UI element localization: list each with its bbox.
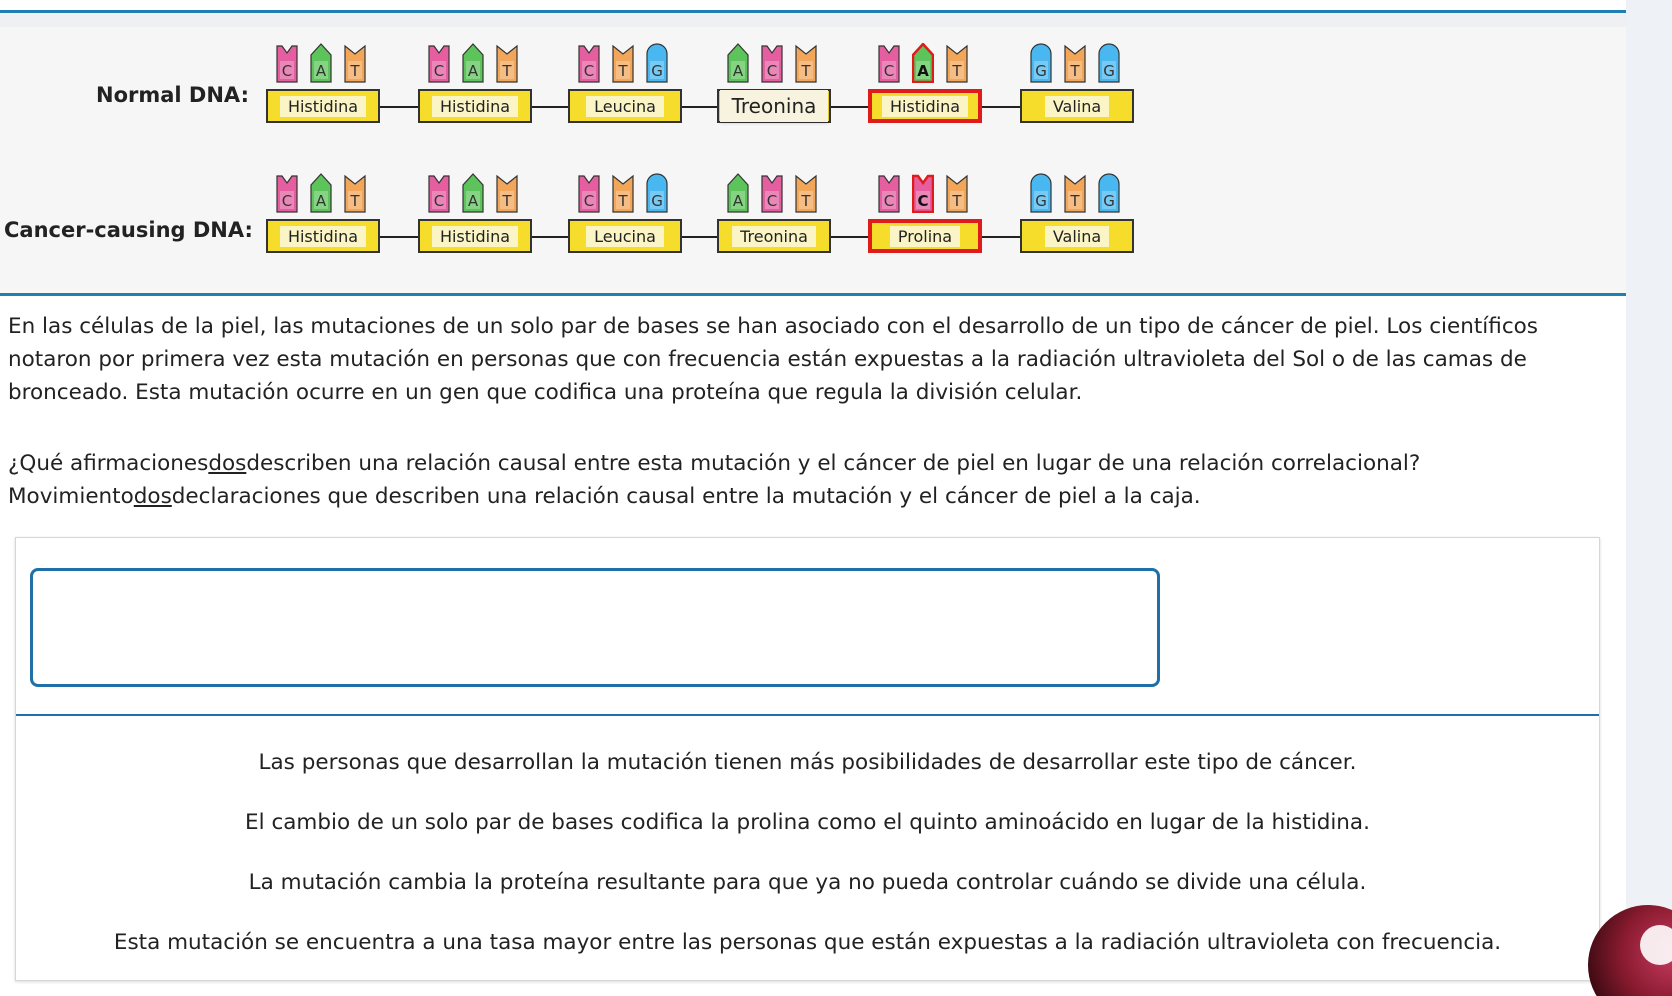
amino-acid-label: Leucina <box>586 96 664 117</box>
question-text <box>8 447 1618 513</box>
base-letter: G <box>1035 62 1047 80</box>
amino-acid-box <box>418 219 532 253</box>
base-letter: C <box>281 192 293 210</box>
strand-connector <box>380 106 418 108</box>
base-g-icon <box>1098 173 1120 213</box>
strand-connector <box>532 106 568 108</box>
cancer-dna-label: Cancer-causing DNA: <box>4 218 253 242</box>
amino-acid-label: Valina <box>1045 96 1109 117</box>
base-letter: C <box>917 192 929 210</box>
base-letter: C <box>433 62 445 80</box>
base-c-icon <box>878 173 900 213</box>
amino-acid-box <box>868 219 982 253</box>
answer-drop-box[interactable] <box>30 568 1160 687</box>
option-3[interactable]: La mutación cambia la proteína resultante para que ya no pueda controlar cuándo se divide una célula. <box>248 870 1367 895</box>
base-t-icon <box>612 173 634 213</box>
base-letter: G <box>1035 192 1047 210</box>
base-t-icon <box>1064 43 1086 83</box>
base-c-icon <box>578 173 600 213</box>
amino-acid-label: Histidina <box>882 96 968 117</box>
base-letter: C <box>766 62 778 80</box>
amino-acid-box <box>568 219 682 253</box>
base-c-icon <box>428 43 450 83</box>
base-letter: C <box>883 62 895 80</box>
amino-acid-label: Prolina <box>890 226 960 247</box>
strand-connector <box>682 106 717 108</box>
dna-figure <box>0 27 1626 293</box>
amino-acid-label: Leucina <box>586 226 664 247</box>
base-c-icon <box>878 43 900 83</box>
strand-connector <box>982 106 1020 108</box>
base-c-icon <box>761 43 783 83</box>
base-letter: G <box>651 192 663 210</box>
base-letter: C <box>583 62 595 80</box>
base-letter: A <box>732 192 744 210</box>
base-letter: T <box>1070 192 1080 210</box>
base-letter: T <box>502 192 512 210</box>
base-letter: C <box>883 192 895 210</box>
option-4[interactable]: Esta mutación se encuentra a una tasa mayor entre las personas que están expuestas a la radiación ultravioleta con frecuencia. <box>113 930 1502 955</box>
base-letter: T <box>952 62 962 80</box>
amino-acid-box <box>1020 89 1134 123</box>
header-bar <box>0 13 1626 27</box>
strand-connector <box>831 106 868 108</box>
base-letter: A <box>467 192 479 210</box>
base-g-icon <box>1030 173 1052 213</box>
amino-acid-box <box>717 89 831 123</box>
strand-connector <box>982 236 1020 238</box>
amino-acid-label: Histidina <box>280 96 366 117</box>
base-a-icon <box>727 43 749 83</box>
question-line-2: Movimientodosdeclaraciones que describen una relación causal entre la mutación y el cáncer de piel a la caja. <box>8 484 1201 509</box>
amino-acid-label: Histidina <box>432 226 518 247</box>
strand-connector <box>682 236 717 238</box>
base-letter: C <box>583 192 595 210</box>
amino-acid-box <box>868 89 982 123</box>
base-letter: A <box>732 62 744 80</box>
base-t-icon <box>612 43 634 83</box>
amino-acid-label: Histidina <box>432 96 518 117</box>
base-letter: T <box>801 62 811 80</box>
base-c-icon <box>912 173 934 213</box>
strand-connector <box>532 236 568 238</box>
option-1[interactable]: Las personas que desarrollan la mutación tienen más posibilidades de desarrollar este tipo de cáncer. <box>258 750 1357 775</box>
base-letter: G <box>651 62 663 80</box>
strand-connector <box>380 236 418 238</box>
base-a-icon <box>462 43 484 83</box>
base-a-icon <box>310 43 332 83</box>
base-a-icon <box>727 173 749 213</box>
base-c-icon <box>276 173 298 213</box>
amino-acid-box <box>418 89 532 123</box>
orb-highlight <box>1640 925 1672 965</box>
base-t-icon <box>795 43 817 83</box>
base-t-icon <box>795 173 817 213</box>
base-t-icon <box>344 173 366 213</box>
base-t-icon <box>946 173 968 213</box>
amino-acid-box <box>717 219 831 253</box>
base-letter: A <box>917 62 929 80</box>
base-t-icon <box>946 43 968 83</box>
base-g-icon <box>1098 43 1120 83</box>
base-c-icon <box>578 43 600 83</box>
base-g-icon <box>1030 43 1052 83</box>
base-letter: C <box>433 192 445 210</box>
option-2[interactable]: El cambio de un solo par de bases codifica la prolina como el quinto aminoácido en lugar de la histidina. <box>245 810 1370 835</box>
amino-acid-box <box>1020 219 1134 253</box>
base-t-icon <box>1064 173 1086 213</box>
scrollbar-track[interactable] <box>1626 0 1672 996</box>
base-t-icon <box>496 43 518 83</box>
base-letter: A <box>467 62 479 80</box>
amino-acid-box <box>568 89 682 123</box>
base-letter: T <box>952 192 962 210</box>
base-letter: A <box>315 62 327 80</box>
answer-panel <box>15 537 1600 981</box>
passage-text: En las células de la piel, las mutaciones de un solo par de bases se han asociado con el desarrollo de un tipo de cáncer de piel. Los científicos notaron por primera vez esta mutación en personas que con frecuencia están expuestas a la radiación ultravioleta del Sol o de las camas de bronceado. Esta mutación ocurre en un gen que codifica una proteína que regula la división celular. <box>8 314 1538 405</box>
base-letter: T <box>618 62 628 80</box>
figure-divider <box>0 293 1626 296</box>
normal-dna-label: Normal DNA: <box>96 83 249 107</box>
base-letter: A <box>315 192 327 210</box>
strand-connector <box>831 236 868 238</box>
base-a-icon <box>912 43 934 83</box>
amino-acid-box <box>266 219 380 253</box>
base-c-icon <box>761 173 783 213</box>
amino-acid-label: Treonina <box>732 226 816 247</box>
base-letter: C <box>281 62 293 80</box>
question-line-1: ¿Qué afirmacionesdosdescriben una relación causal entre esta mutación y el cáncer de piel en lugar de una relación correlacional? <box>8 451 1421 476</box>
base-letter: T <box>350 62 360 80</box>
amino-acid-label: Valina <box>1045 226 1109 247</box>
base-letter: T <box>502 62 512 80</box>
base-letter: G <box>1103 62 1115 80</box>
base-a-icon <box>310 173 332 213</box>
base-t-icon <box>496 173 518 213</box>
base-letter: G <box>1103 192 1115 210</box>
base-letter: T <box>618 192 628 210</box>
base-c-icon <box>276 43 298 83</box>
amino-acid-label: Histidina <box>280 226 366 247</box>
base-letter: T <box>1070 62 1080 80</box>
base-a-icon <box>462 173 484 213</box>
base-g-icon <box>646 173 668 213</box>
panel-divider <box>16 714 1599 716</box>
base-letter: T <box>350 192 360 210</box>
amino-acid-box <box>266 89 380 123</box>
base-t-icon <box>344 43 366 83</box>
base-c-icon <box>428 173 450 213</box>
base-g-icon <box>646 43 668 83</box>
amino-acid-label: Treonina <box>720 90 829 122</box>
base-letter: T <box>801 192 811 210</box>
base-letter: C <box>766 192 778 210</box>
